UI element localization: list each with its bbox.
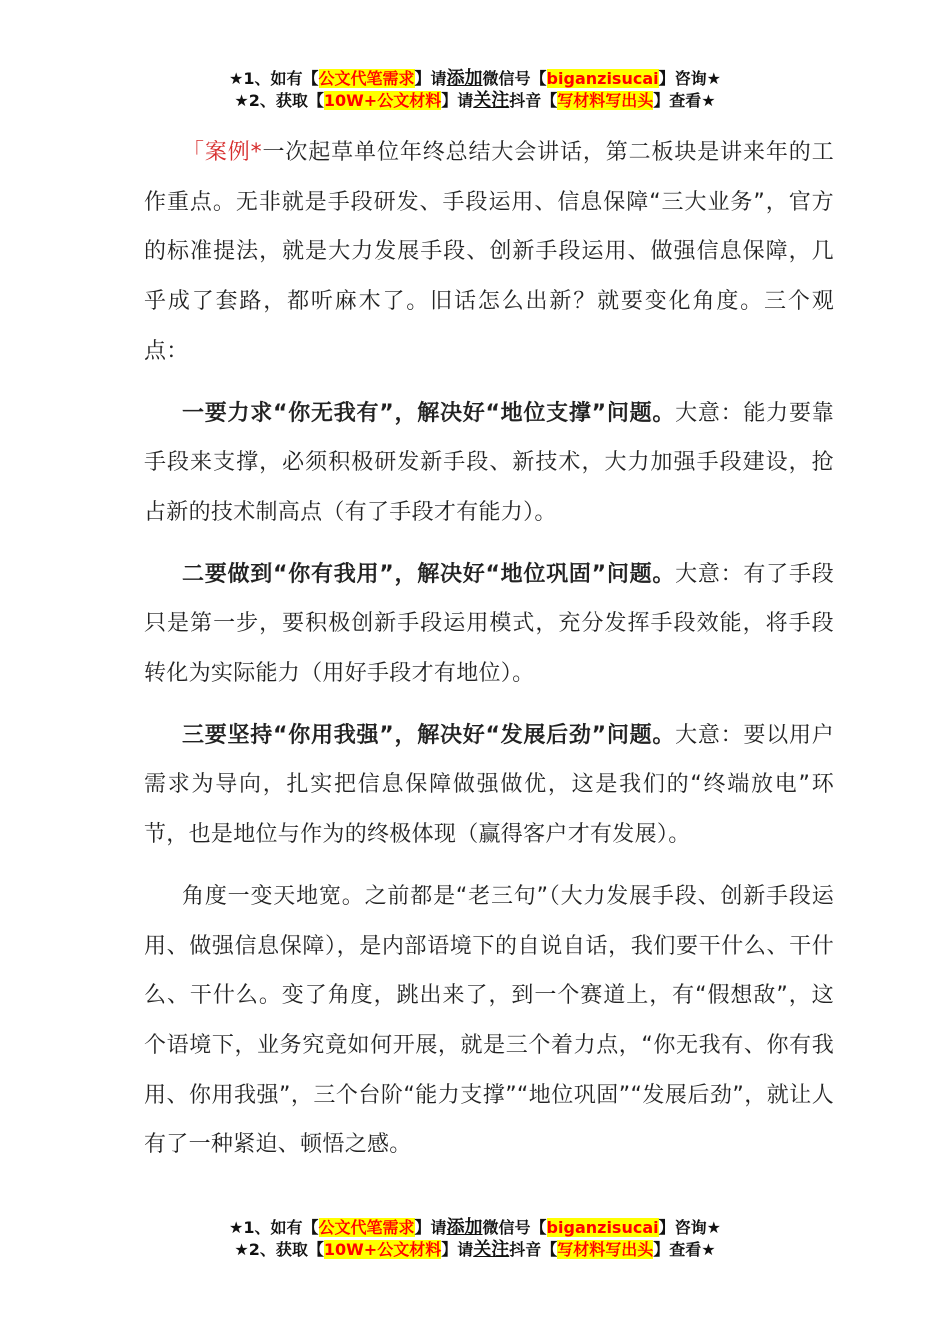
banner-text: 】查看★ bbox=[653, 91, 716, 110]
wechat-id-highlight: biganzisucai bbox=[546, 1218, 659, 1237]
banner-text: 抖音【 bbox=[509, 1240, 558, 1259]
douyin-id-highlight: 写材料写出头 bbox=[557, 91, 654, 110]
banner-text: 】请 bbox=[441, 1240, 474, 1259]
banner-line-2 bbox=[0, 1239, 950, 1261]
header-banner bbox=[0, 68, 950, 112]
banner-text: 】请 bbox=[414, 69, 447, 88]
intro-text: 一次起草单位年终总结大会讲话，第二板块是讲来年的工作重点。无非就是手段研发、手段运用、信息保障“三大业务”，官方的标准提法，就是大力发展手段、创新手段运用、做强信息保障，几乎成了套路，都听麻木了。旧话怎么出新？就要变化角度。三个观点： bbox=[144, 140, 834, 364]
banner-text: 】请 bbox=[414, 1218, 447, 1237]
banner-text: ★2、获取【 bbox=[234, 91, 324, 110]
underlined-text: 关注 bbox=[473, 1239, 510, 1260]
point-paragraph-3 bbox=[144, 711, 834, 860]
highlight-text: 10W+公文材料 bbox=[323, 1240, 442, 1259]
highlight-text: 公文代笔需求 bbox=[318, 1218, 415, 1237]
banner-text: 】查看★ bbox=[653, 1240, 716, 1259]
banner-text: ★1、如有【 bbox=[229, 69, 319, 88]
banner-text: 微信号【 bbox=[482, 1218, 547, 1237]
intro-paragraph bbox=[144, 128, 834, 377]
highlight-text: 10W+公文材料 bbox=[323, 91, 442, 110]
banner-line-2 bbox=[0, 90, 950, 112]
footer-banner bbox=[0, 1217, 950, 1261]
point-heading: 三要坚持“你用我强”，解决好“发展后劲”问题。 bbox=[182, 722, 676, 748]
wechat-id-highlight: biganzisucai bbox=[546, 69, 659, 88]
banner-text: 】咨询★ bbox=[658, 69, 721, 88]
banner-text: 】咨询★ bbox=[658, 1218, 721, 1237]
conclusion-paragraph: 角度一变天地宽。之前都是“老三句”（大力发展手段、创新手段运用、做强信息保障），是内部语境下的自说自话，我们要干什么、干什么、干什么。变了角度，跳出来了，到一个赛道上，有“假想敌”，这个语境下，业务究竟如何开展，就是三个着力点，“你无我有、你有我用、你用我强”，三个台阶“能力支撑”“地位巩固”“发展后劲”，就让人有了一种紧迫、顿悟之感。 bbox=[144, 883, 834, 1158]
underlined-text: 关注 bbox=[473, 90, 510, 111]
banner-line-1 bbox=[0, 1217, 950, 1239]
underlined-text: 添加 bbox=[446, 1217, 483, 1238]
point-paragraph-1 bbox=[144, 389, 834, 538]
banner-line-1 bbox=[0, 68, 950, 90]
highlight-text: 公文代笔需求 bbox=[318, 69, 415, 88]
banner-text: 微信号【 bbox=[482, 69, 547, 88]
banner-text: ★2、获取【 bbox=[234, 1240, 324, 1259]
banner-text: 抖音【 bbox=[509, 91, 558, 110]
article-body bbox=[144, 128, 834, 1170]
douyin-id-highlight: 写材料写出头 bbox=[557, 1240, 654, 1259]
point-text: 大意：能力要靠手段来支撑，必须积极研发新手段、新技术，大力加强手段建设，抢占新的技术制高点（有了手段才有能力）。 bbox=[144, 400, 834, 525]
point-paragraph-2 bbox=[144, 550, 834, 699]
point-heading: 一要力求“你无我有”，解决好“地位支撑”问题。 bbox=[182, 400, 676, 426]
case-tag: 「案例* bbox=[182, 140, 262, 165]
point-heading: 二要做到“你有我用”，解决好“地位巩固”问题。 bbox=[182, 561, 676, 587]
banner-text: ★1、如有【 bbox=[229, 1218, 319, 1237]
point-text: 大意：有了手段只是第一步，要积极创新手段运用模式，充分发挥手段效能，将手段转化为实际能力（用好手段才有地位）。 bbox=[144, 561, 834, 687]
banner-text: 】请 bbox=[441, 91, 474, 110]
underlined-text: 添加 bbox=[446, 68, 483, 89]
point-text: 大意：要以用户需求为导向，扎实把信息保障做强做优，这是我们的“终端放电”环节，也是地位与作为的终极体现（赢得客户才有发展）。 bbox=[144, 722, 834, 848]
